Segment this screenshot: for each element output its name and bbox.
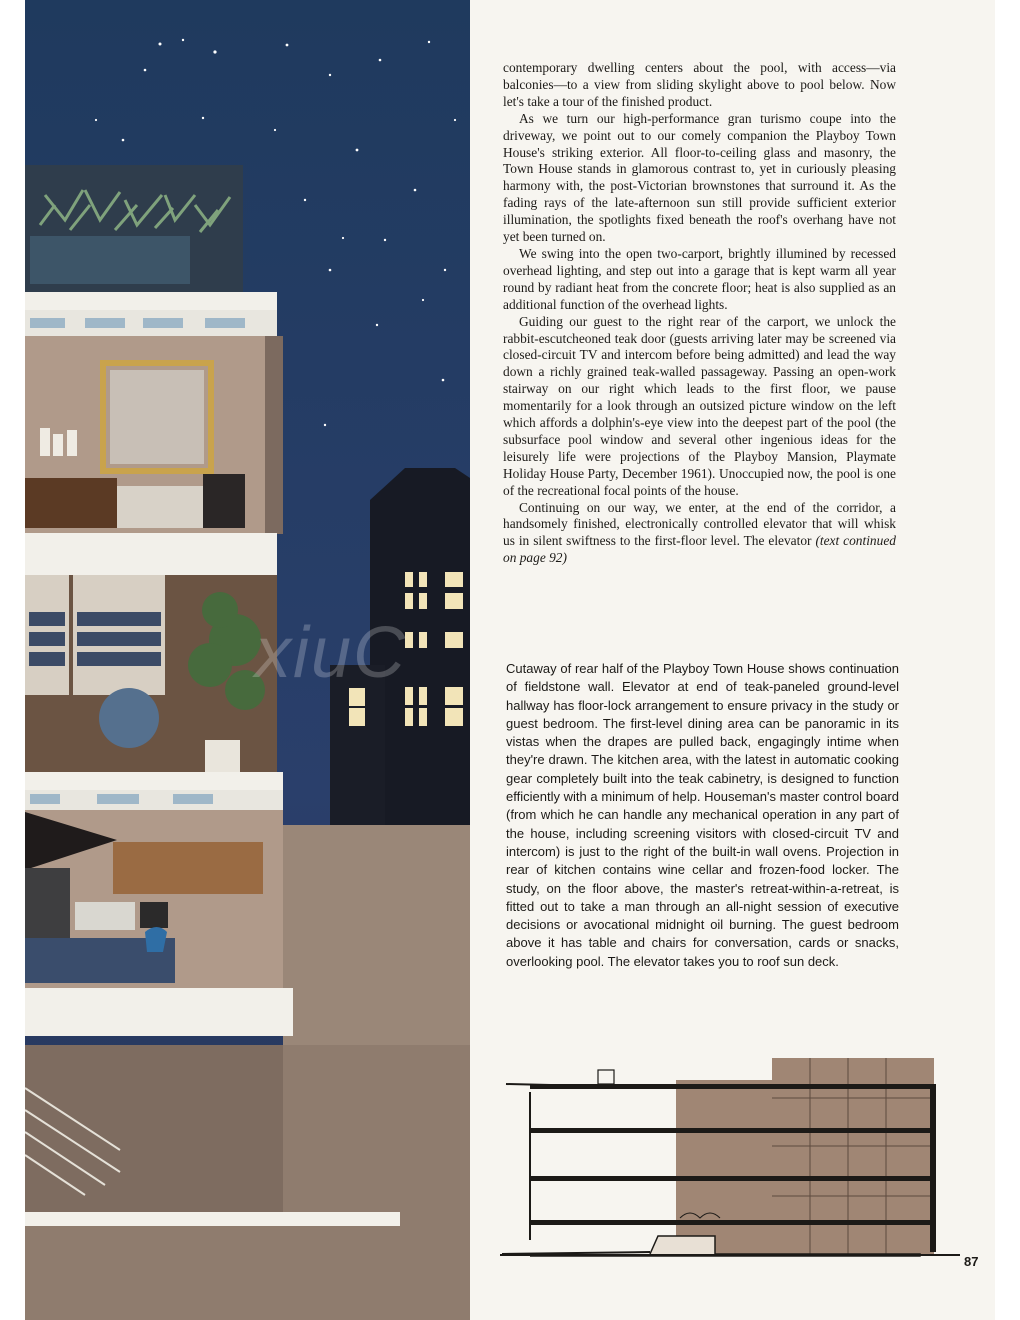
article-paragraph: Guiding our guest to the right rear of the carport, we unlock the rabbit-escutcheoned teak door (guests arriving later may be screened via closed-circuit TV and intercom before being admitted) and lead the way down a richly grained teak-walled passageway. Passing an open-work stairway on our right which leads to the first floor, we pause momentarily for a look through an outsized picture window on the left which affords a dolphin's-eye view into the deepest part of the pool (the subsurface pool window and several other ingenious ideas for the leisurely life were projections of the Playboy Mansion, Playmate Holiday House Party, December 1961). Unoccupied now, the pool is one of the recreational focal points of the house.: [503, 313, 896, 498]
page-number: 87: [964, 1254, 979, 1269]
illustration-caption: Cutaway of rear half of the Playboy Town House shows continuation of fieldstone wall. Elevator at end of teak-paneled ground-level hallway has floor-lock arrangement to ensure privacy in the study or guest bedroom. The first-level dining area can be panoramic in its vistas when the drapes are pulled back, engagingly intime when they're drawn. The kitchen area, with the latest in automatic cooking gear completely built into the teak cabinetry, is designed to function efficiently with a minimum of help. Houseman's master control board (from which he can handle any mechanical operation in any part of the house, including screening visitors with closed-circuit TV and intercom) is just to the right of the built-in wall ovens. Projection in rear of kitchen contains wine cellar and frozen-food locker. The study, on the floor above, the master's retreat-within-a-retreat, is fitted out to take a man through an all-night session of executive decisions or avocational midnight oil burning. The guest bedroom above it has table and chairs for conversation, cards or snacks, overlooking pool. The elevator takes you to roof sun deck.: [506, 661, 899, 969]
cutaway-illustration: [25, 0, 470, 1320]
continued-note: (text continued on page 92): [503, 533, 896, 566]
article-paragraph: As we turn our high-performance gran turismo coupe into the driveway, we point out to our comely companion the Playboy Town House's striking exterior. All floor-to-ceiling glass and masonry, the Town House stands in glamorous contrast to, yet in curiously pleasing harmony with, the post-Victorian brownstones that surround it. As the fading rays of the late-afternoon sun still provide sufficient exterior illumination, the spotlights fixed beneath the roof's overhang have not yet been turned on.: [503, 110, 896, 245]
article-paragraph: contemporary dwelling centers about the pool, with access—via balconies—to a view from sliding skylight above to pool below. Now let's take a tour of the finished product.: [503, 60, 896, 109]
section-diagram: [500, 1058, 960, 1266]
article-body: [503, 60, 896, 567]
article-paragraph: [503, 500, 896, 568]
watermark: xiuC: [255, 613, 408, 693]
article-paragraph: We swing into the open two-carport, brightly illumined by recessed overhead lighting, and step out into a garage that is kept warm all year round by radiant heat from the concrete floor; heat is also supplied as an additional function of the overhead lights.: [503, 245, 896, 312]
article-paragraph-text: Continuing on our way, we enter, at the end of the corridor, a handsomely finished, electronically controlled elevator that will whisk us in silent swiftness to the first-floor level. The elevator: [503, 499, 896, 549]
